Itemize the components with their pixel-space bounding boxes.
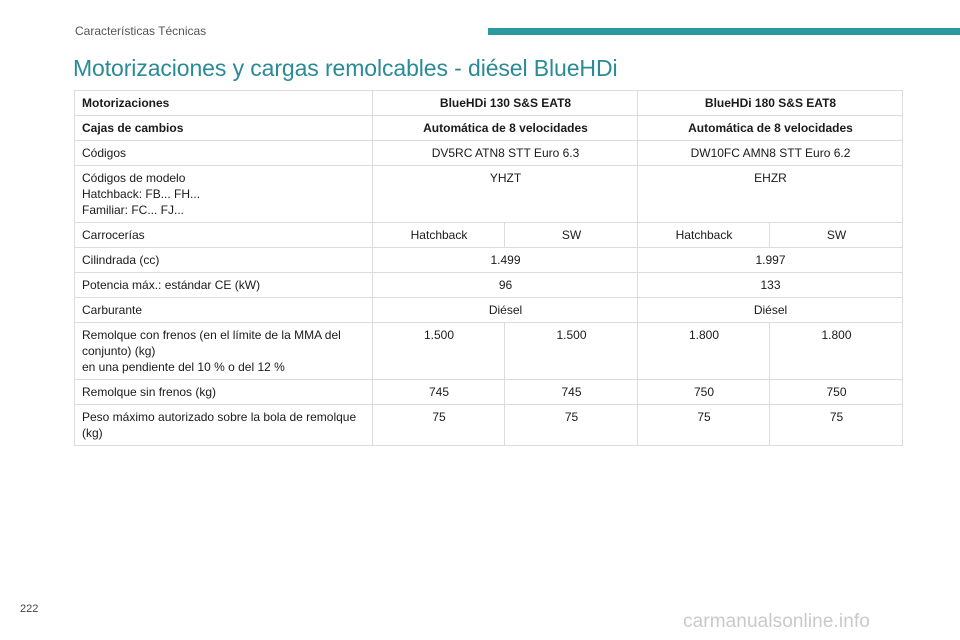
- table-cell: Hatchback: [373, 223, 505, 248]
- table-cell: 75: [638, 405, 770, 446]
- table-cell: 75: [770, 405, 903, 446]
- table-cell: Automática de 8 velocidades: [373, 116, 638, 141]
- table-cell: 133: [638, 273, 903, 298]
- model-codes-label: Códigos de modelo Hatchback: FB... FH... Familiar: FC... FJ...: [82, 171, 201, 217]
- table-row-towball-load: [75, 405, 903, 446]
- table-cell: 750: [770, 380, 903, 405]
- table-cell: Diésel: [373, 298, 638, 323]
- table-row-power: [75, 273, 903, 298]
- table-cell: Diésel: [638, 298, 903, 323]
- row-label: Motorizaciones: [75, 91, 373, 116]
- table-cell: 745: [373, 380, 505, 405]
- row-label: [75, 323, 373, 380]
- table-cell: 1.500: [373, 323, 505, 380]
- table-cell: SW: [770, 223, 903, 248]
- table-cell: 745: [505, 380, 638, 405]
- table-cell: 750: [638, 380, 770, 405]
- row-label: Códigos: [75, 141, 373, 166]
- row-label: Peso máximo autorizado sobre la bola de remolque (kg): [75, 405, 373, 446]
- table-row-bodies: [75, 223, 903, 248]
- table-cell: DW10FC AMN8 STT Euro 6.2: [638, 141, 903, 166]
- watermark: carmanualsonline.info: [683, 611, 870, 632]
- table-cell: 1.800: [638, 323, 770, 380]
- row-label: Remolque sin frenos (kg): [75, 380, 373, 405]
- table-cell: DV5RC ATN8 STT Euro 6.3: [373, 141, 638, 166]
- table-cell: 96: [373, 273, 638, 298]
- engine-130-header: BlueHDi 130 S&S EAT8: [373, 91, 638, 116]
- table-row-codes: [75, 141, 903, 166]
- row-label: [75, 166, 373, 223]
- row-label: Cajas de cambios: [75, 116, 373, 141]
- row-label: Carrocerías: [75, 223, 373, 248]
- table-row-unbraked-trailer: [75, 380, 903, 405]
- table-row-displacement: [75, 248, 903, 273]
- row-label: Carburante: [75, 298, 373, 323]
- table-cell: 75: [505, 405, 638, 446]
- braked-trailer-label: Remolque con frenos (en el límite de la MMA del conjunto) (kg) en una pendiente del 10 % o del 12 %: [82, 328, 341, 374]
- table-cell: 1.997: [638, 248, 903, 273]
- page-number: 222: [20, 603, 39, 615]
- row-label: Potencia máx.: estándar CE (kW): [75, 273, 373, 298]
- table-row-braked-trailer: [75, 323, 903, 380]
- row-label: Cilindrada (cc): [75, 248, 373, 273]
- table-cell: 1.500: [505, 323, 638, 380]
- table-cell: Automática de 8 velocidades: [638, 116, 903, 141]
- table-row-gearbox: [75, 116, 903, 141]
- table-cell: YHZT: [373, 166, 638, 223]
- engine-180-header: BlueHDi 180 S&S EAT8: [638, 91, 903, 116]
- table-cell: 1.800: [770, 323, 903, 380]
- table-row-header: [75, 91, 903, 116]
- table-cell: EHZR: [638, 166, 903, 223]
- table-cell: Hatchback: [638, 223, 770, 248]
- section-label: Características Técnicas: [75, 24, 207, 38]
- specs-table: [74, 90, 903, 446]
- table-cell: 1.499: [373, 248, 638, 273]
- table-row-fuel: [75, 298, 903, 323]
- header-accent-bar: [488, 28, 960, 35]
- table-cell: SW: [505, 223, 638, 248]
- page-title: Motorizaciones y cargas remolcables - diésel BlueHDi: [73, 55, 618, 81]
- table-row-model-codes: [75, 166, 903, 223]
- table-cell: 75: [373, 405, 505, 446]
